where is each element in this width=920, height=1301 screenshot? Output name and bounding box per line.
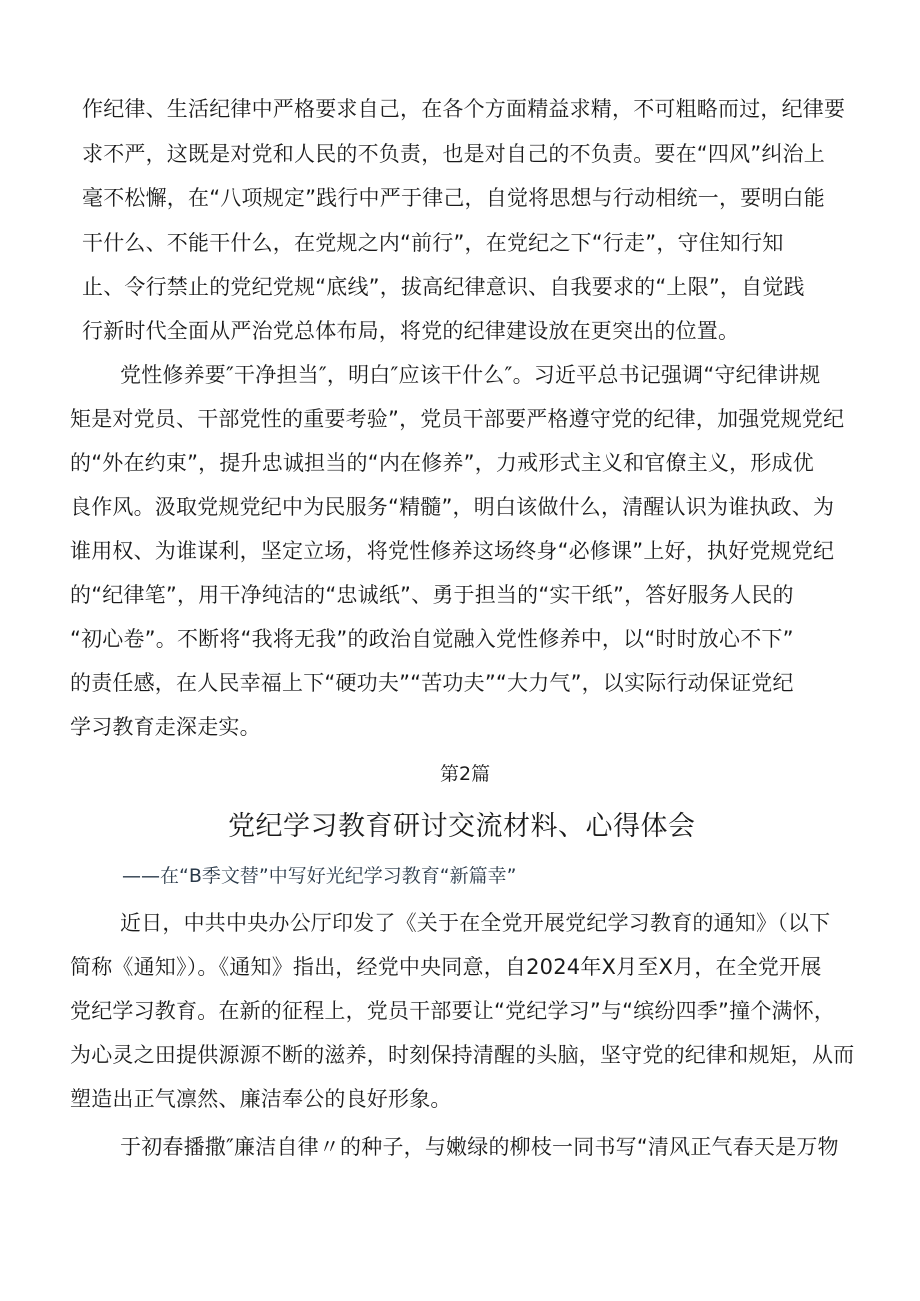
paragraph-line: 良作风。汲取党规党纪中为民服务“精髓”，明白该做什么，清醒认识为谁执政、为 [70,495,835,519]
paragraph-line: 为心灵之田提供源源不断的滋养，时刻保持清醒的头脑，坚守党的纪律和规矩，从而 [70,1043,855,1067]
paragraph-line: 矩是对党员、干部党性的重要考验”，党员干部要严格遵守党的纪律，加强党规党纪 [70,407,845,431]
paragraph-line: “初心卷”。不断将“我将无我”的政治自觉融入党性修养中，以“时时放心不下” [70,627,794,651]
paragraph-line: 于初春播撒″廉洁自律〃的种子，与嫩绿的柳枝一同书写“清风正气春天是万物 [120,1135,839,1159]
paragraph-line: 简称《通知》）。《通知》指出，经党中央同意，自2024年X月至X月，在全党开展 [70,955,822,979]
paragraph-line: 止、令行禁止的党纪党规“底线”，拔高纪律意识、自我要求的“上限”，自觉践 [82,275,805,299]
paragraph-line: 的“纪律笔”，用干净纯洁的“忠诚纸”、勇于担当的“实干纸”，答好服务人民的 [70,583,794,607]
article-title: 党纪学习教育研讨交流材料、心得体会 [228,811,696,842]
paragraph-line: 谁用权、为谁谋利，坚定立场，将党性修养这场终身“必修课”上好，执好党规党纪 [70,539,835,563]
paragraph-line: 的“外在约束”，提升忠诚担当的“内在修养”，力戒形式主义和官僚主义，形成优 [70,451,814,475]
chapter-label: 第2篇 [440,763,491,785]
paragraph-line: 毫不松懈，在“八项规定”践行中严于律己，自觉将思想与行动相统一，要明白能 [82,186,825,210]
paragraph-line: 的责任感，在人民幸福上下“硬功夫”“苦功夫”“大力气”，以实际行动保证党纪 [70,671,794,695]
paragraph-line: 行新时代全面从严治党总体布局，将党的纪律建设放在更突出的位置。 [82,319,740,343]
paragraph-line: 党性修养要″干净担当″，明白″应该干什么″。习近平总书记强调“守纪律讲规 [120,363,821,387]
paragraph-line: 求不严，这既是对党和人民的不负责，也是对自己的不负责。要在“四风”纠治上 [82,142,825,166]
paragraph-line: 学习教育走深走实。 [70,715,261,739]
paragraph-line: 塑造出正气凛然、廉洁奉公的良好形象。 [70,1087,452,1111]
paragraph-line: 干什么、不能干什么，在党规之内“前行”，在党纪之下“行走”，守住知行知 [82,231,784,255]
article-subtitle: ——在“B季文替”中写好光纪学习教育“新篇幸” [122,865,517,887]
paragraph-line: 作纪律、生活纪律中严格要求自己，在各个方面精益求精，不可粗略而过，纪律要 [82,97,846,121]
paragraph-line: 党纪学习教育。在新的征程上，党员干部要让“党纪学习”与“缤纷四季”撞个满怀， [70,999,836,1023]
paragraph-line: 近日，中共中央办公厅印发了《关于在全党开展党纪学习教育的通知》（以下 [120,911,831,935]
